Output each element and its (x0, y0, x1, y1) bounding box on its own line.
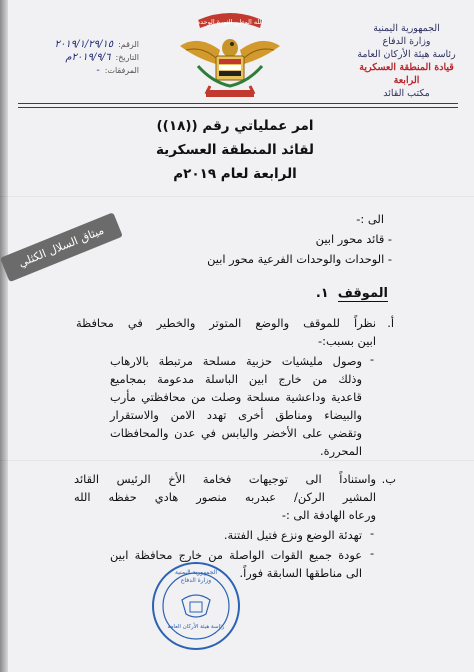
seal-outer-mid: وزارة الدفاع (180, 577, 212, 584)
bullet-2-text: تهدئة الوضع ونزع فتيل الفتنة. (223, 528, 362, 542)
seal-outer-top: الجمهورية اليمنية (174, 569, 218, 576)
order-title: امر عملياتي رقم ((١٨)) (156, 118, 314, 134)
attachments-value: - (96, 65, 100, 76)
section-heading (316, 286, 388, 301)
bullet-1-line-6: المحررة. (320, 444, 362, 458)
number-value: ٢٠١٩/١/٢٩/١٥ (54, 39, 114, 50)
to-item-2-text: الوحدات والوحدات الفرعية محور ابين (207, 252, 385, 266)
emblem-banner-text: الله الوطن الثورة الوحدة (196, 18, 264, 26)
issuer-line-5: مكتب القائد (383, 88, 430, 99)
to-item-1-text: قائد محور ابين (315, 232, 385, 246)
attachments-label: المرفقات: (104, 66, 139, 75)
eagle-emblem-icon (176, 6, 284, 100)
para-b-line-1: واستناداً الى توجيهات فخامة الأخ الرئيس القائد (74, 472, 376, 486)
paper-fold-2 (0, 460, 474, 461)
bullet-1-line-5: وتقضي على الأخضر واليابس في عدن والمحافظات (110, 426, 362, 440)
bullet-1-line-3: قاعدية وداعشية مسلحة وصلت من محافظتي مأرب (110, 390, 362, 404)
watermark-label: ميثاق السلال الكثلي (0, 212, 123, 282)
bullet-3-line-2: الى مناطقها السابقة فوراً. (239, 566, 362, 580)
header-divider (18, 103, 458, 104)
order-year: الرابعة لعام ٢٠١٩م (173, 166, 297, 182)
order-addressee: لقائد المنطقة العسكرية (156, 142, 314, 158)
official-seal-icon (150, 560, 242, 652)
bullet-1-line-4: والبيضاء ومناطق أخرى تهدد الامن والاستقرار (110, 408, 362, 422)
para-a-line-2: ابين بسبب:- (318, 334, 376, 348)
bullet-2-dash: - (370, 526, 375, 540)
bullet-1-dash: - (370, 352, 375, 366)
para-b-marker: ب. (381, 472, 396, 486)
issuer-header (349, 22, 464, 100)
issuer-line-2: وزارة الدفاع (382, 36, 431, 47)
header-divider-thin (18, 107, 458, 108)
seal-inner: رئاسة هيئة الأركان العامة (167, 624, 225, 630)
to-item-2: - الوحدات والوحدات الفرعية محور ابين (207, 252, 392, 266)
issuer-line-3: رئاسة هيئة الأركان العامة (357, 49, 456, 60)
bullet-1-line-1: وصول مليشيات حزبية مسلحة مرتبطة بالارهاب (110, 354, 362, 368)
issuer-line-1: الجمهورية اليمنية (373, 23, 440, 34)
para-b-line-2: المشير الركن/ عبدربه منصور هادي حفظه الله (74, 490, 376, 504)
date-label: التاريخ: (115, 53, 139, 62)
to-label: الى :- (356, 212, 384, 226)
bullet-1-line-2: وذلك من خارج ابين الباسلة مدعومة بمجاميع (110, 372, 362, 386)
bullet-3-dash: - (370, 546, 375, 560)
to-item-1: - قائد محور ابين (315, 232, 392, 246)
section-number: ١. (315, 286, 329, 301)
para-b-line-3: ورعاه الهادفة الى :- (281, 508, 376, 522)
bullet-3-line-1: عودة جميع القوات الواصلة من خارج محافظة ابين (110, 548, 362, 562)
paper-fold (0, 196, 474, 197)
para-a-line-1: نظراً للموقف والوضع المتوتر والخطير في محافظة (76, 316, 376, 330)
para-a-marker: أ. (387, 316, 394, 330)
reference-block (14, 38, 139, 77)
section-title: الموقف (337, 286, 388, 301)
date-value: ٢٠١٩/٩/٦م (65, 52, 111, 63)
issuer-line-4: قيادة المنطقة العسكرية الرابعة (359, 62, 454, 86)
number-label: الرقم: (118, 40, 139, 49)
